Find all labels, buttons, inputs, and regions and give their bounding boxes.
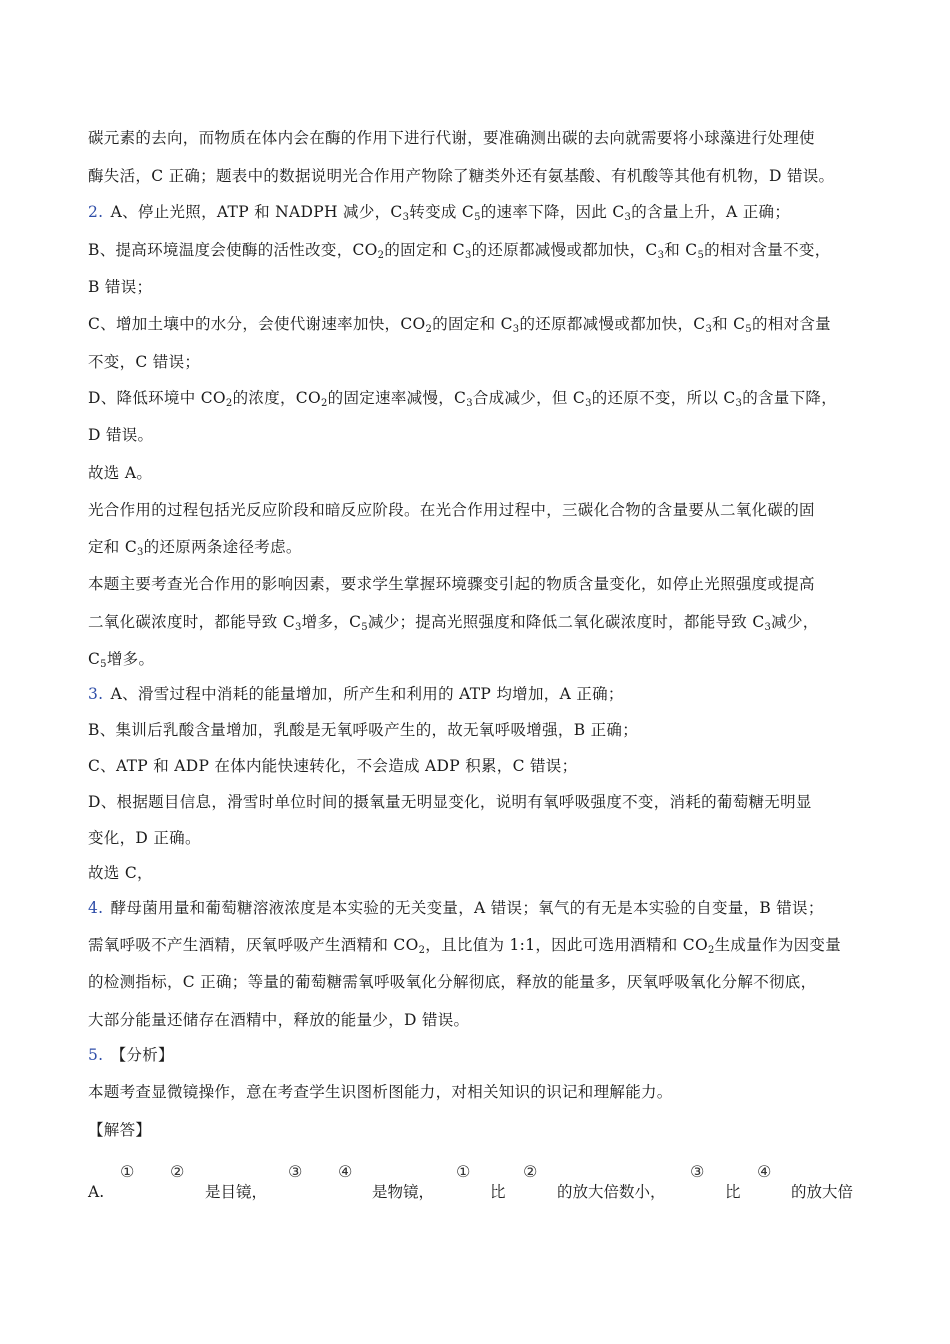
option-a-text: 是目镜，	[205, 1183, 268, 1201]
text-segment: 的还原都减慢或都加快，C	[471, 241, 658, 259]
text-segment: 的固定和 C	[384, 241, 465, 259]
subscript: 2	[320, 398, 328, 409]
text-segment: B 错误；	[88, 278, 153, 296]
text-segment: 大部分能量还储存在酒精中，释放的能量少，D 错误。	[88, 1011, 470, 1029]
subscript: 3	[585, 398, 592, 409]
text-line	[88, 388, 868, 408]
subscript: 2	[707, 945, 715, 956]
subscript: 2	[425, 324, 433, 335]
subscript: 3	[402, 212, 410, 223]
text-line	[88, 1010, 868, 1030]
text-segment: 本题主要考查光合作用的影响因素，要求学生掌握环境骤变引起的物质含量变化，如停止光照强度或提高	[88, 575, 815, 593]
text-line	[88, 537, 868, 557]
text-line	[88, 720, 868, 740]
subscript: 2	[418, 945, 426, 956]
text-segment: 生成量作为因变量	[714, 936, 842, 954]
text-segment: 的还原不变，所以 C	[591, 389, 736, 407]
text-line	[88, 352, 868, 372]
option-a-text: 比	[490, 1183, 506, 1201]
text-line	[88, 500, 868, 520]
subscript: 3	[705, 324, 713, 335]
text-segment: 增多。	[106, 650, 155, 668]
text-segment: C	[88, 650, 101, 668]
option-a-text: 比	[725, 1183, 741, 1201]
text-line	[88, 756, 868, 776]
text-segment: 本题考查显微镜操作，意在考查学生识图析图能力，对相关知识的识记和理解能力。	[88, 1083, 673, 1101]
text-segment: 【分析】	[105, 1046, 174, 1064]
text-line	[88, 792, 868, 812]
text-segment: B、提高环境温度会使酶的活性改变，CO	[88, 241, 378, 259]
text-line	[88, 935, 868, 955]
text-segment: 的检测指标，C 正确；等量的葡萄糖需氧呼吸氧化分解彻底，释放的能量多，厌氧呼吸氧化分解不彻底，	[88, 973, 817, 991]
text-segment: 碳元素的去向，而物质在体内会在酶的作用下进行代谢，要准确测出碳的去向就需要将小球藻进行处理使	[88, 129, 815, 147]
text-segment: 的固定速率减慢，C	[327, 389, 467, 407]
text-line	[88, 1120, 868, 1140]
text-segment: 需氧呼吸不产生酒精，厌氧呼吸产生酒精和 CO	[88, 936, 419, 954]
text-line	[88, 128, 868, 148]
text-line	[88, 612, 868, 632]
text-line	[88, 684, 868, 704]
text-line	[88, 1045, 868, 1065]
circled-number: ①	[456, 1162, 471, 1181]
text-segment: C、ATP 和 ADP 在体内能快速转化，不会造成 ADP 积累，C 错误；	[88, 757, 578, 775]
text-segment: ，且比值为 1:1，因此可选用酒精和 CO	[425, 936, 708, 954]
text-segment: 变化，D 正确。	[88, 829, 201, 847]
text-segment: 减少；提高光照强度和降低二氧化碳浓度时，都能导致 C	[367, 613, 765, 631]
subscript: 5	[100, 659, 107, 670]
text-segment: D、降低环境中 CO	[88, 389, 226, 407]
text-line	[88, 898, 868, 918]
text-segment: 的还原都减慢或都加快，C	[519, 315, 706, 333]
subscript: 3	[657, 250, 665, 261]
circled-number: ②	[170, 1162, 185, 1181]
text-segment: D 错误。	[88, 426, 154, 444]
subscript: 3	[624, 212, 632, 223]
question-number: 5.	[88, 1046, 104, 1064]
text-line	[88, 240, 868, 260]
question-number: 3.	[88, 685, 104, 703]
text-line	[88, 425, 868, 445]
text-segment: 的相对含量不变，	[704, 241, 831, 259]
text-segment: 的含量下降，	[742, 389, 838, 407]
text-segment: 和 C	[664, 241, 698, 259]
subscript: 3	[137, 547, 144, 558]
text-line	[88, 574, 868, 594]
text-segment: B、集训后乳酸含量增加，乳酸是无氧呼吸产生的，故无氧呼吸增强，B 正确；	[88, 721, 639, 739]
text-segment: A、滑雪过程中消耗的能量增加，所产生和利用的 ATP 均增加，A 正确；	[105, 685, 624, 703]
text-segment: 定和 C	[88, 538, 137, 556]
option-a-text: 是物镜，	[372, 1183, 435, 1201]
circled-number: ③	[288, 1162, 303, 1181]
text-line	[88, 166, 868, 186]
text-segment: 的固定和 C	[432, 315, 513, 333]
subscript: 2	[377, 250, 385, 261]
circled-number: ③	[690, 1162, 705, 1181]
subscript: 5	[745, 324, 752, 335]
text-segment: 的相对含量	[751, 315, 831, 333]
text-segment: 【解答】	[88, 1121, 152, 1139]
text-segment: 减少，	[771, 613, 819, 631]
text-segment: 故选 C，	[88, 864, 153, 882]
subscript: 2	[225, 398, 233, 409]
subscript: 3	[466, 398, 473, 409]
text-segment: 光合作用的过程包括光反应阶段和暗反应阶段。在光合作用过程中，三碳化合物的含量要从二氧化碳的固	[88, 501, 815, 519]
subscript: 5	[361, 622, 368, 633]
text-segment: 和 C	[712, 315, 746, 333]
text-segment: D、根据题目信息，滑雪时单位时间的摄氧量无明显变化，说明有氧呼吸强度不变，消耗的葡萄糖无明显	[88, 793, 812, 811]
subscript: 3	[764, 622, 772, 633]
text-segment: A、停止光照，ATP 和 NADPH 减少，C	[105, 203, 403, 221]
circled-number: ④	[757, 1162, 772, 1181]
text-segment: 故选 A。	[88, 464, 153, 482]
text-segment: 的含量上升，A 正确；	[631, 203, 791, 221]
text-segment: 不变，C 错误；	[88, 353, 201, 371]
text-line	[88, 863, 868, 883]
question-number: 2.	[88, 203, 104, 221]
option-a-text: 的放大倍数小，	[557, 1183, 666, 1201]
text-line	[88, 314, 868, 334]
circled-number: ④	[338, 1162, 353, 1181]
text-segment: 的还原两条途径考虑。	[143, 538, 302, 556]
text-segment: 二氧化碳浓度时，都能导致 C	[88, 613, 295, 631]
text-line	[88, 1082, 868, 1102]
subscript: 5	[474, 212, 481, 223]
option-a-text: 的放大倍	[791, 1183, 854, 1201]
option-a-label: A.	[88, 1183, 105, 1201]
text-segment: 酵母菌用量和葡萄糖溶液浓度是本实验的无关变量，A 错误；氧气的有无是本实验的自变量，B 错误；	[105, 899, 824, 917]
text-line	[88, 649, 868, 669]
text-segment: 转变成 C	[409, 203, 475, 221]
text-segment: C、增加土壤中的水分，会使代谢速率加快，CO	[88, 315, 426, 333]
circled-number: ②	[523, 1162, 538, 1181]
text-segment: 的浓度，CO	[232, 389, 321, 407]
subscript: 5	[697, 250, 705, 261]
text-segment: 合成减少，但 C	[472, 389, 586, 407]
question-number: 4.	[88, 899, 104, 917]
circled-number: ①	[120, 1162, 135, 1181]
text-line	[88, 277, 868, 297]
text-line	[88, 972, 868, 992]
text-line	[88, 202, 868, 222]
text-line	[88, 463, 868, 483]
subscript: 3	[295, 622, 302, 633]
text-segment: 增多，C	[301, 613, 362, 631]
text-segment: 的速率下降，因此 C	[480, 203, 625, 221]
text-line	[88, 828, 868, 848]
subscript: 3	[735, 398, 743, 409]
subscript: 3	[464, 250, 472, 261]
subscript: 3	[512, 324, 520, 335]
text-segment: 酶失活，C 正确；题表中的数据说明光合作用产物除了糖类外还有氨基酸、有机酸等其他有机物，D 错误。	[88, 167, 835, 185]
